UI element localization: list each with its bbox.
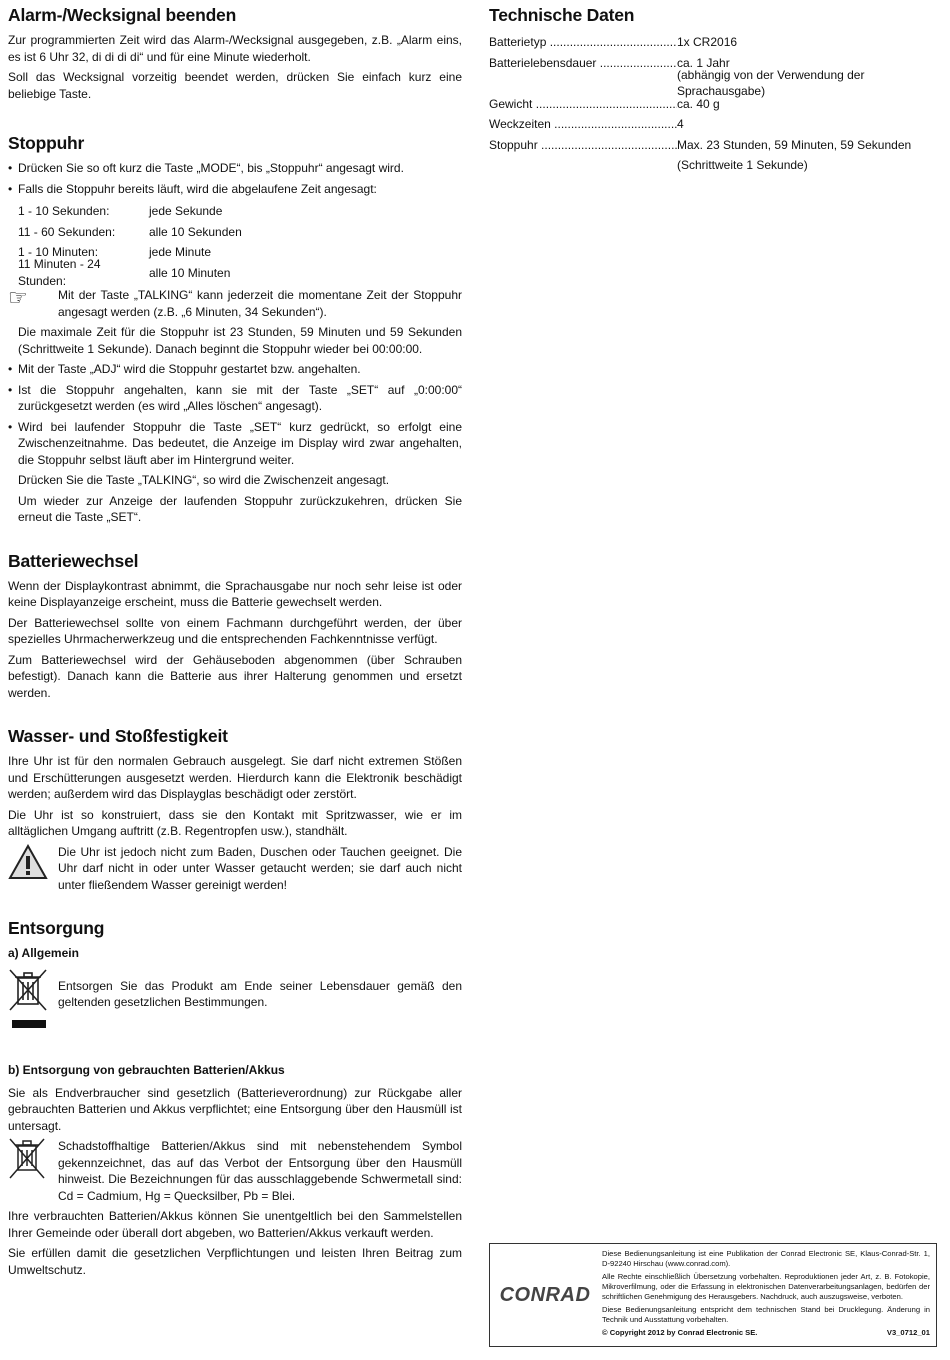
- section-disposal: [8, 917, 462, 1278]
- spec-label: Batterielebensdauer .....: [489, 55, 677, 72]
- bullet-item: • Drücken Sie so oft kurz die Taste „MODE“, bis „Stoppuhr“ angesagt wird.: [8, 160, 462, 177]
- footer-paragraph: Diese Bedienungsanleitung ist eine Publikation der Conrad Electronic SE, Klaus-Conrad-Str. 1, D-92240 Hirschau (www.conrad.com).: [602, 1249, 930, 1268]
- spec-row: [489, 155, 944, 176]
- bullet-item: • Wird bei laufender Stoppuhr die Taste „SET“ kurz gedrückt, so erfolgt eine Zwischenzeitnahme. Das bedeutet, die Anzeige im Display wird zwar angehalten, die Stoppuhr selbst läuft aber im Hintergrund weiter.: [8, 419, 462, 469]
- disposal-text: Entsorgen Sie das Produkt am Ende seiner Lebensdauer gemäß den geltenden gesetzlichen Bestimmungen.: [58, 978, 462, 1009]
- spec-row: [489, 135, 944, 156]
- hint-note: [8, 287, 462, 320]
- spec-label: Weckzeiten .....: [489, 116, 677, 133]
- bullet-list: [8, 160, 462, 197]
- section-title: Technische Daten: [489, 5, 635, 25]
- right-column: [489, 4, 944, 176]
- hint-text: Mit der Taste „TALKING“ kann jederzeit die momentane Zeit der Stoppuhr angesagt werden (z.B. „6 Minuten, 34 Sekunden“).: [58, 288, 462, 319]
- table-row: [18, 257, 462, 288]
- paragraph: Ihre verbrauchten Batterien/Akkus können Sie unentgeltlich bei den Sammelstellen Ihrer Gemeinde oder überall dort abgeben, wo Batterien/Akkus verkauft werden.: [8, 1209, 462, 1240]
- paragraph: Um wieder zur Anzeige der laufenden Stoppuhr zurückzukehren, drücken Sie erneut die Taste „SET“.: [18, 493, 462, 524]
- bullet-item: • Falls die Stoppuhr bereits läuft, wird die abgelaufene Zeit angesagt:: [8, 181, 462, 198]
- interval-range: 11 Minuten - 24 Stunden:: [18, 257, 101, 288]
- footer-paragraph: Alle Rechte einschließlich Übersetzung vorbehalten. Reproduktionen jeder Art, z. B. Fotokopie, Mikroverfilmung, oder die Erfassung in elektronischen Datenverarbeitungsanlagen, bedürfen der schriftlichen Genehmigung des Herausgebers. Nachdruck, auch auszugsweise, verboten.: [602, 1272, 930, 1301]
- conrad-logo: CONRAD: [499, 1283, 591, 1306]
- crossed-bin-icon: [8, 968, 58, 1035]
- spec-value: Max. 23 Stunden, 59 Minuten, 59 Sekunden: [677, 137, 912, 152]
- bullet-item: • Ist die Stoppuhr angehalten, kann sie mit der Taste „SET“ auf „0:00:00“ zurückgesetzt werden (es wird „Alles löschen“ angesagt).: [8, 382, 462, 415]
- footer-paragraph: Diese Bedienungsanleitung entspricht dem technischen Stand bei Drucklegung. Änderung in Technik und Ausstattung vorbehalten.: [602, 1305, 930, 1324]
- interval-value: jede Minute: [149, 245, 212, 259]
- interval-value: alle 10 Minuten: [149, 265, 231, 280]
- warning-triangle-icon: [8, 844, 58, 885]
- spec-value: (Schrittweite 1 Sekunde): [677, 158, 808, 172]
- spec-row: [489, 114, 944, 135]
- section-alarm: [8, 4, 462, 102]
- paragraph: Drücken Sie die Taste „TALKING“, so wird die Zwischenzeit angesagt.: [18, 473, 390, 487]
- table-row: [18, 201, 462, 222]
- spec-value: 1x CR2016: [677, 35, 738, 49]
- paragraph: Die Uhr ist so konstruiert, dass sie den Kontakt mit Spritzwasser, wie er im alltäglichen Umgang auftritt (z.B. Regentropfen usw.), standhält.: [8, 807, 462, 838]
- interval-value: alle 10 Sekunden: [149, 224, 242, 239]
- spec-label: Stoppuhr .....: [489, 137, 677, 154]
- paragraph: Sie erfüllen damit die gesetzlichen Verpflichtungen und leisten Ihren Beitrag zum Umweltschutz.: [8, 1246, 462, 1277]
- paragraph: Sie als Endverbraucher sind gesetzlich (Batterieverordnung) zur Rückgabe aller gebrauchten Batterien und Akkus verpflichtet; eine Entsorgung über den Hausmüll ist untersagt.: [8, 1085, 462, 1133]
- spec-label: Gewicht .....: [489, 96, 677, 113]
- spec-row: [489, 32, 944, 53]
- crossed-bin-icon: [8, 1138, 58, 1187]
- section-title: Batteriewechsel: [8, 550, 139, 571]
- copyright: © Copyright 2012 by Conrad Electronic SE.: [602, 1328, 758, 1337]
- interval-table: [8, 201, 462, 288]
- subsection-title: a) Allgemein: [8, 946, 79, 960]
- section-title: Entsorgung: [8, 918, 105, 938]
- section-title: Stoppuhr: [8, 133, 85, 153]
- section-title: Alarm-/Wecksignal beenden: [8, 5, 237, 25]
- spec-row: [489, 67, 944, 99]
- spec-value: ca. 40 g: [677, 96, 720, 111]
- interval-range: 1 - 10 Minuten:: [18, 245, 99, 259]
- battery-disposal-text: Schadstoffhaltige Batterien/Akkus sind mit nebenstehendem Symbol gekennzeichnet, das auf das Verbot der Entsorgung über den Hausmüll hinweist. Die Bezeichnungen für das ausschlaggebende Schwermetall sind: Cd = Cadmium, Hg = Quecksilber, Pb = Blei.: [58, 1139, 462, 1203]
- footer-text: [600, 1244, 936, 1346]
- section-stopwatch: [8, 132, 462, 526]
- spec-value: (abhängig von der Verwendung der Sprachausgabe): [677, 67, 865, 99]
- interval-range: 11 - 60 Sekunden:: [18, 224, 116, 239]
- svg-text:☞: ☞: [8, 287, 28, 309]
- footer-copyright-line: [602, 1328, 930, 1338]
- bullet-item: • Mit der Taste „ADJ“ wird die Stoppuhr gestartet bzw. angehalten.: [8, 361, 462, 378]
- version-code: V3_0712_01: [886, 1328, 930, 1337]
- paragraph: Wenn der Displaykontrast abnimmt, die Sprachausgabe nur noch sehr leise ist oder keine Displayanzeige erscheint, muss die Batterie gewechselt werden.: [8, 578, 462, 609]
- section-water: [8, 725, 462, 893]
- paragraph: Zum Batteriewechsel wird der Gehäuseboden abgenommen (über Schrauben befestigt). Danach kann die Batterie aus ihrer Halterung genommen und ersetzt werden.: [8, 652, 462, 700]
- bullet-list: [8, 361, 462, 468]
- spec-row: [489, 94, 944, 115]
- spec-value: 4: [677, 117, 684, 131]
- spec-value: ca. 1 Jahr: [677, 55, 730, 70]
- warning-text: Die Uhr ist jedoch nicht zum Baden, Duschen oder Tauchen geeignet. Die Uhr darf nicht in oder unter Wasser getaucht werden; sie darf auch nicht unter fließendem Wasser gereinigt werden!: [58, 844, 462, 892]
- section-title: Wasser- und Stoßfestigkeit: [8, 726, 228, 746]
- interval-value: jede Sekunde: [149, 204, 223, 218]
- spec-label: Batterietyp .....: [489, 34, 677, 51]
- specs-table: [489, 32, 944, 176]
- warning-note: [8, 844, 462, 894]
- battery-disposal-note: [8, 1138, 462, 1204]
- disposal-note: [8, 968, 462, 1035]
- pointing-hand-icon: [8, 287, 58, 314]
- subsection-title: b) Entsorgung von gebrauchten Batterien/Akkus: [8, 1063, 285, 1077]
- paragraph: Ihre Uhr ist für den normalen Gebrauch ausgelegt. Sie darf nicht extremen Stößen und Erschütterungen ausgesetzt werden. Hierdurch kann die Elektronik beschädigt werden; außerdem wird das Displayglas beschädigt oder zerstört.: [8, 754, 462, 801]
- section-battery: [8, 550, 462, 702]
- table-row: [18, 222, 462, 243]
- interval-range: 1 - 10 Sekunden:: [18, 204, 110, 218]
- left-column: [8, 4, 462, 1282]
- publisher-footer: [489, 1243, 937, 1347]
- paragraph: Zur programmierten Zeit wird das Alarm-/Wecksignal ausgegeben, z.B. „Alarm eins, es ist 6 Uhr 32, di di di di“ und für eine Minute wiederholt.: [8, 33, 462, 64]
- paragraph: Die maximale Zeit für die Stoppuhr ist 23 Stunden, 59 Minuten und 59 Sekunden (Schrittweite 1 Sekunde). Danach beginnt die Stoppuhr wieder bei 00:00:00.: [18, 325, 462, 356]
- paragraph: Soll das Wecksignal vorzeitig beendet werden, drücken Sie einfach kurz eine beliebige Taste.: [8, 70, 462, 101]
- paragraph: Der Batteriewechsel sollte von einem Fachmann durchgeführt werden, der über spezielles Uhrmacherwerkzeug und die entsprechenden Fachkenntnisse verfügt.: [8, 615, 462, 646]
